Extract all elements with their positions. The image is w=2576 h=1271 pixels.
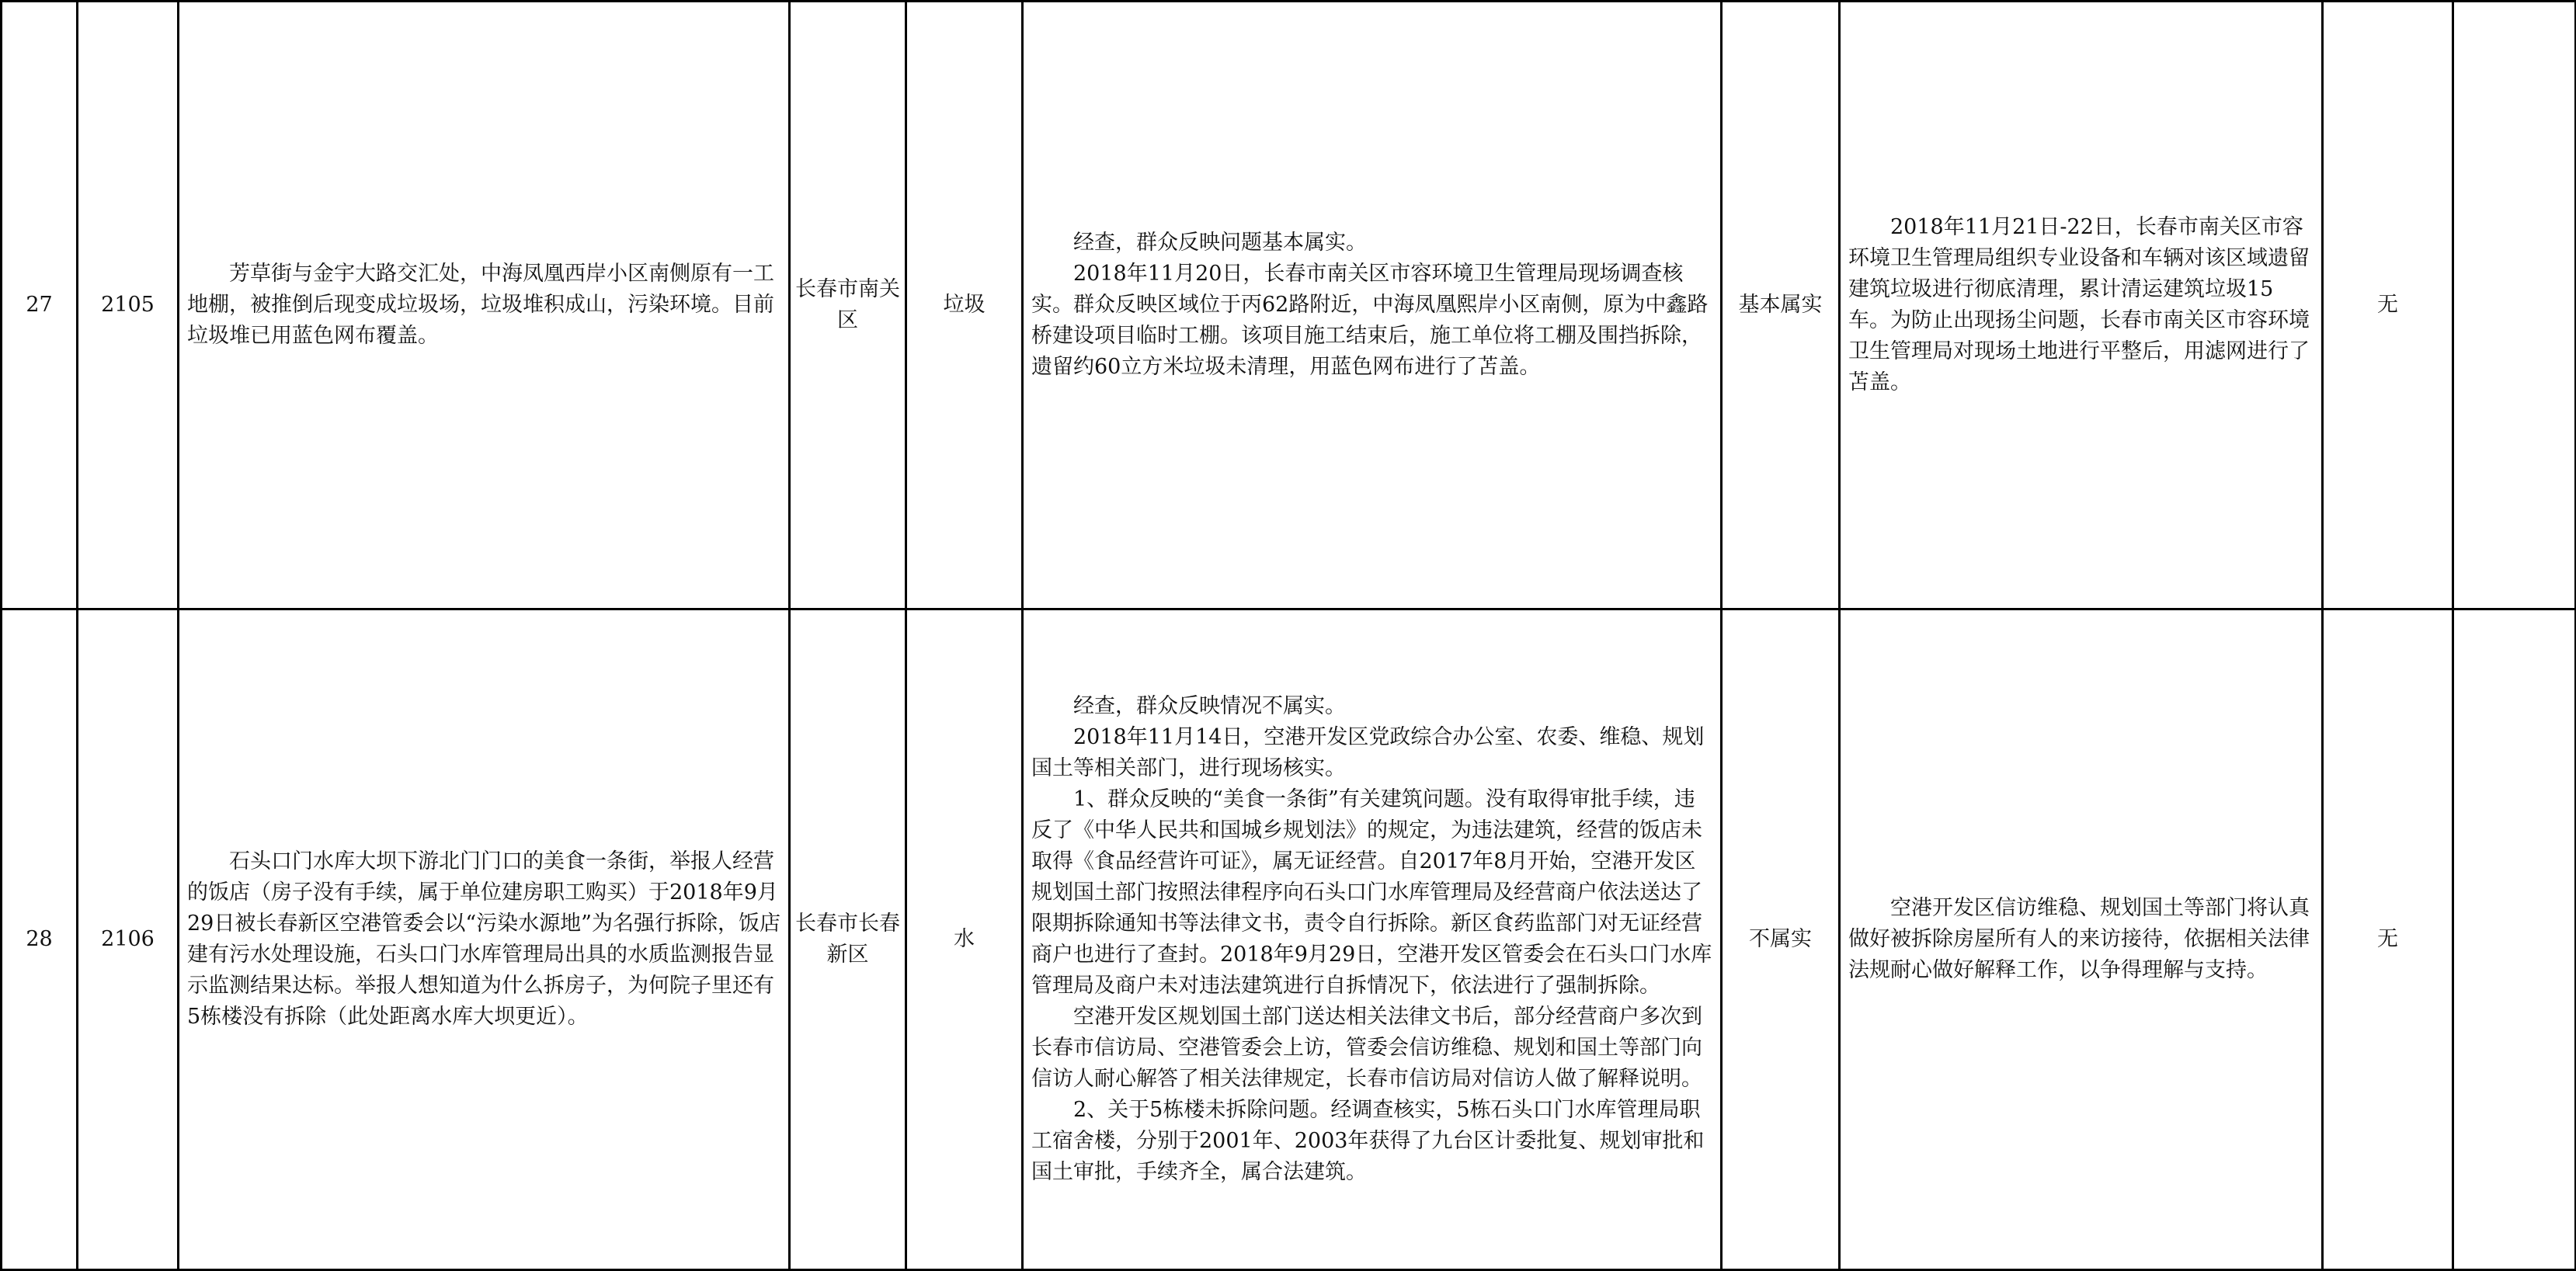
remark-cell xyxy=(2453,2,2576,609)
complaint-cell xyxy=(179,609,790,1270)
investigation-paragraph: 2018年11月14日，空港开发区党政综合办公室、农委、维稳、规划国土等相关部门，进行现场核实。 xyxy=(1031,725,1705,780)
investigation-paragraph: 经查，群众反映问题基本属实。 xyxy=(1073,231,1367,255)
seq-cell: 28 xyxy=(2,609,78,1270)
investigation-cell xyxy=(1023,2,1722,609)
investigation-paragraph: 经查，群众反映情况不属实。 xyxy=(1073,694,1346,718)
investigation-paragraph: 2、关于5栋楼未拆除问题。经调查核实，5栋石头口门水库管理局职工宿舍楼，分别于2001年、2003年获得了九台区计委批复、规划审批和国土审批，手续齐全，属合法建筑。 xyxy=(1031,1098,1705,1184)
accountability-cell: 无 xyxy=(2323,2,2453,609)
accountability-cell: 无 xyxy=(2323,609,2453,1270)
investigation-cell xyxy=(1023,609,1722,1270)
remark-cell xyxy=(2453,609,2576,1270)
handling-paragraph: 2018年11月21日-22日，长春市南关区市容环境卫生管理局组织专业设备和车辆对该区域遗留建筑垃圾进行彻底清理，累计清运建筑垃圾15车。为防止出现扬尘问题，长春市南关区市容环境卫生管理局对现场土地进行平整后，用滤网进行了苫盖。 xyxy=(1848,215,2310,394)
table-row xyxy=(2,2,2576,609)
category-cell: 垃圾 xyxy=(906,2,1023,609)
investigation-paragraph: 空港开发区规划国土部门送达相关法律文书后，部分经营商户多次到长春市信访局、空港管委会上访，管委会信访维稳、规划和国土等部门向信访人耐心解答了相关法律规定，长春市信访局对信访人做了解释说明。 xyxy=(1031,1005,1702,1091)
district-cell: 长春市长春新区 xyxy=(790,609,906,1270)
district-cell: 长春市南关区 xyxy=(790,2,906,609)
handling-paragraph: 空港开发区信访维稳、规划国土等部门将认真做好被拆除房屋所有人的来访接待，依据相关法律法规耐心做好解释工作，以争得理解与支持。 xyxy=(1848,896,2310,982)
complaint-text: 石头口门水库大坝下游北门门口的美食一条街，举报人经营的饭店（房子没有手续，属于单位建房职工购买）于2018年9月29日被长春新区空港管委会以“污染水源地”为名强行拆除，饭店建有污水处理设施，石头口门水库管理局出具的水质监测报告显示监测结果达标。举报人想知道为什么拆房子，为何院子里还有5栋楼没有拆除（此处距离水库大坝更近）。 xyxy=(187,849,780,1029)
case-number-cell: 2105 xyxy=(78,2,179,609)
complaint-cell xyxy=(179,2,790,609)
investigation-paragraph: 1、群众反映的“美食一条街”有关建筑问题。没有取得审批手续，违反了《中华人民共和国城乡规划法》的规定，为违法建筑，经营的饭店未取得《食品经营许可证》，属无证经营。自2017年8月开始，空港开发区规划国土部门按照法律程序向石头口门水库管理局及经营商户依法送达了限期拆除通知书等法律文书，责令自行拆除。新区食药监部门对无证经营商户也进行了查封。2018年9月29日，空港开发区管委会在石头口门水库管理局及商户未对违法建筑进行自拆情况下，依法进行了强制拆除。 xyxy=(1031,787,1712,998)
complaint-text: 芳草街与金宇大路交汇处，中海凤凰西岸小区南侧原有一工地棚，被推倒后现变成垃圾场，垃圾堆积成山，污染环境。目前垃圾堆已用蓝色网布覆盖。 xyxy=(187,262,774,348)
seq-cell: 27 xyxy=(2,2,78,609)
verdict-cell: 不属实 xyxy=(1722,609,1840,1270)
handling-cell xyxy=(1840,2,2323,609)
table-row xyxy=(2,609,2576,1270)
handling-cell xyxy=(1840,609,2323,1270)
case-number-cell: 2106 xyxy=(78,609,179,1270)
category-cell: 水 xyxy=(906,609,1023,1270)
verdict-cell: 基本属实 xyxy=(1722,2,1840,609)
investigation-paragraph: 2018年11月20日，长春市南关区市容环境卫生管理局现场调查核实。群众反映区域位于丙62路附近，中海凤凰熙岸小区南侧，原为中鑫路桥建设项目临时工棚。该项目施工结束后，施工单位将工棚及围挡拆除，遗留约60立方米垃圾未清理，用蓝色网布进行了苫盖。 xyxy=(1031,262,1709,379)
